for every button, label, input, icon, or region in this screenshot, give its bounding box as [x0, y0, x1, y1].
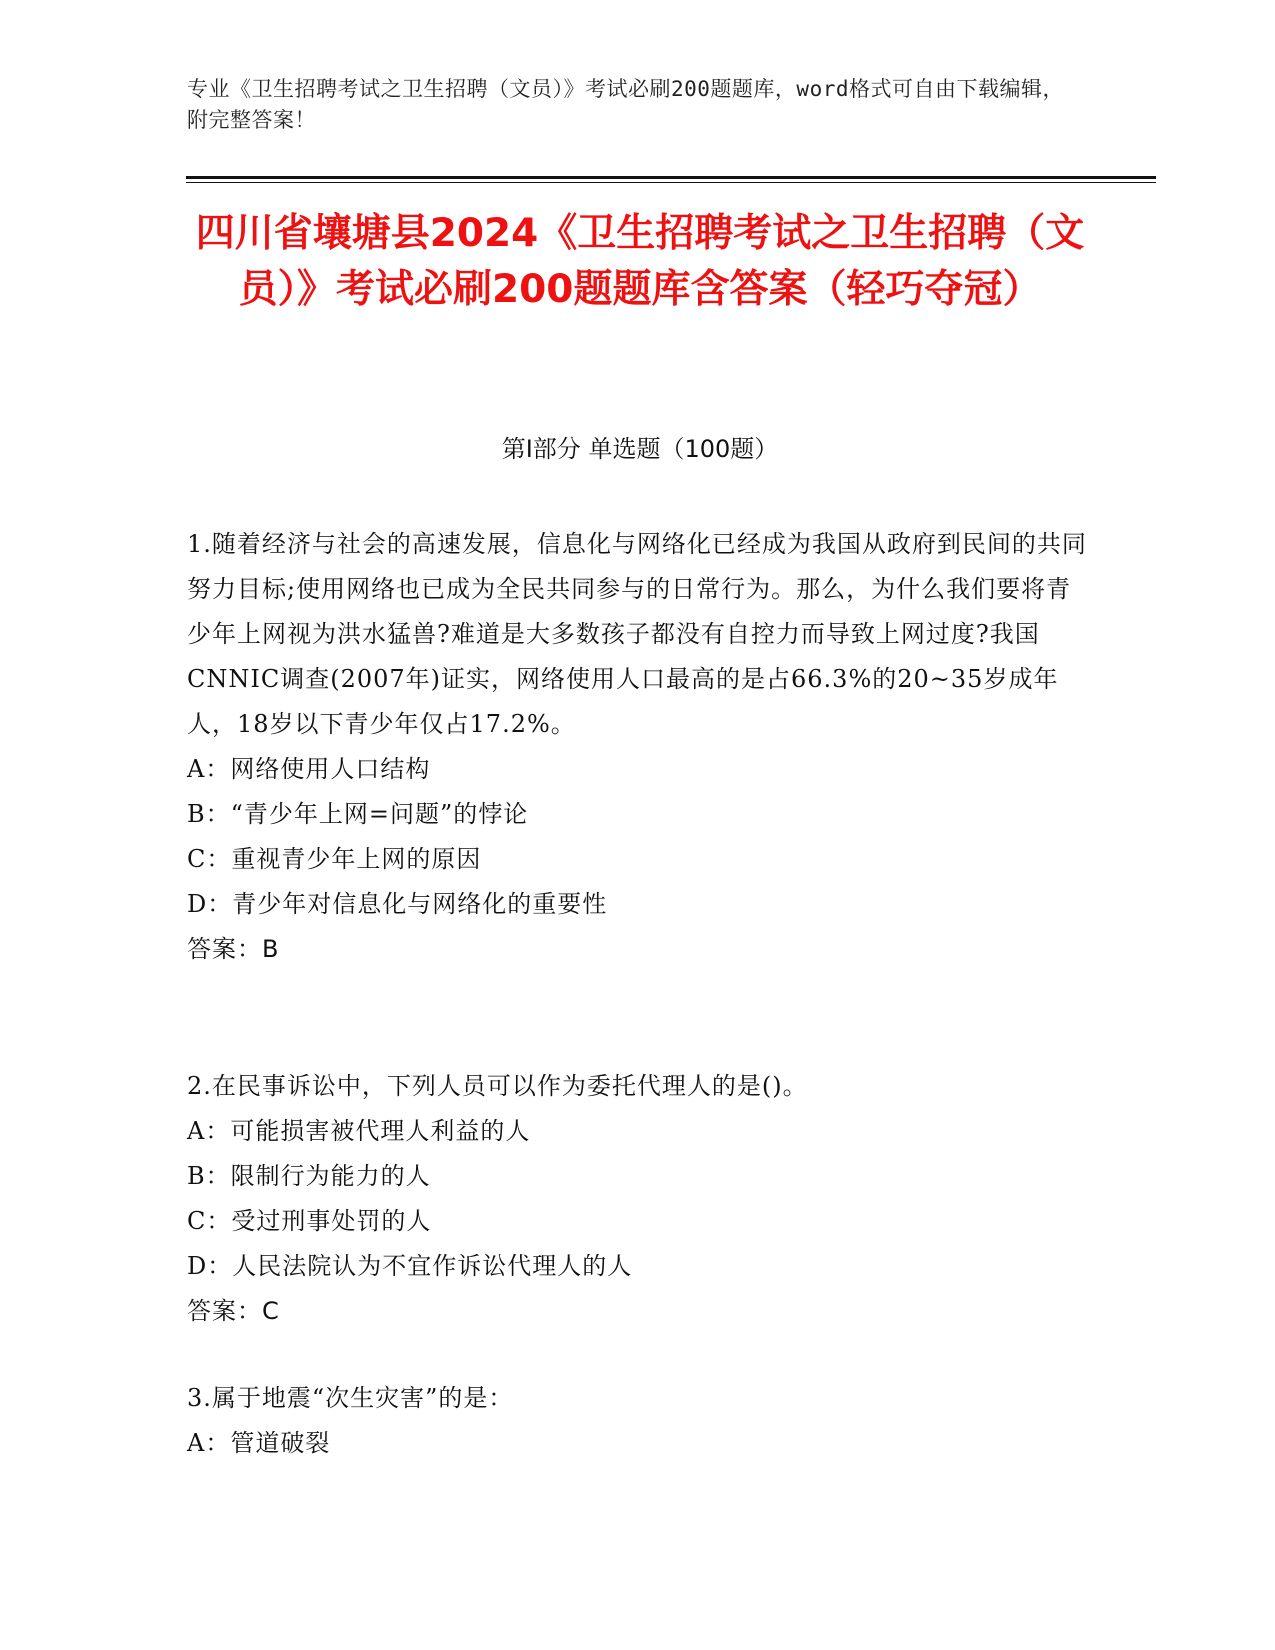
document-title: 四川省壤塘县2024《卫生招聘考试之卫生招聘（文员）》考试必刷200题题库含答案（轻巧夺冠） — [195, 211, 1085, 312]
option-c: C：重视青少年上网的原因 — [187, 845, 482, 873]
question-1 — [187, 522, 1087, 972]
question-stem: 3.属于地震“次生灾害”的是： — [187, 1384, 514, 1412]
header-divider-thin — [186, 182, 1156, 183]
option-d: D：青少年对信息化与网络化的重要性 — [187, 890, 608, 918]
option-a: A：网络使用人口结构 — [187, 755, 431, 783]
section-heading: 第Ⅰ部分 单选题（100题） — [501, 435, 779, 463]
option-c: C：受过刑事处罚的人 — [187, 1207, 432, 1235]
answer-line: 答案：C — [187, 1297, 280, 1325]
option-b: B：“青少年上网=问题”的悖论 — [187, 800, 529, 828]
question-stem: 1.随着经济与社会的高速发展，信息化与网络化已经成为我国从政府到民间的共同努力目标;使用网络也已成为全民共同参与的日常行为。那么，为什么我们要将青少年上网视为洪水猛兽?难道是大多数孩子都没有自控力而导致上网过度?我国CNNIC调查(2007年)证实，网络使用人口最高的是占66.3%的20~35岁成年人，18岁以下青少年仅占17.2%。 — [187, 530, 1087, 738]
header-divider-thick — [186, 176, 1156, 179]
option-b: B：限制行为能力的人 — [187, 1162, 431, 1190]
header-note: 专业《卫生招聘考试之卫生招聘（文员）》考试必刷200题题库，word格式可自由下载编辑，附完整答案！ — [187, 77, 1064, 132]
option-a: A：管道破裂 — [187, 1429, 331, 1457]
answer-line: 答案：B — [187, 935, 280, 963]
option-a: A：可能损害被代理人利益的人 — [187, 1117, 531, 1145]
question-2 — [187, 1064, 1087, 1334]
question-3 — [187, 1376, 1087, 1466]
question-stem: 2.在民事诉讼中，下列人员可以作为委托代理人的是()。 — [187, 1072, 808, 1100]
option-d: D：人民法院认为不宜作诉讼代理人的人 — [187, 1252, 633, 1280]
